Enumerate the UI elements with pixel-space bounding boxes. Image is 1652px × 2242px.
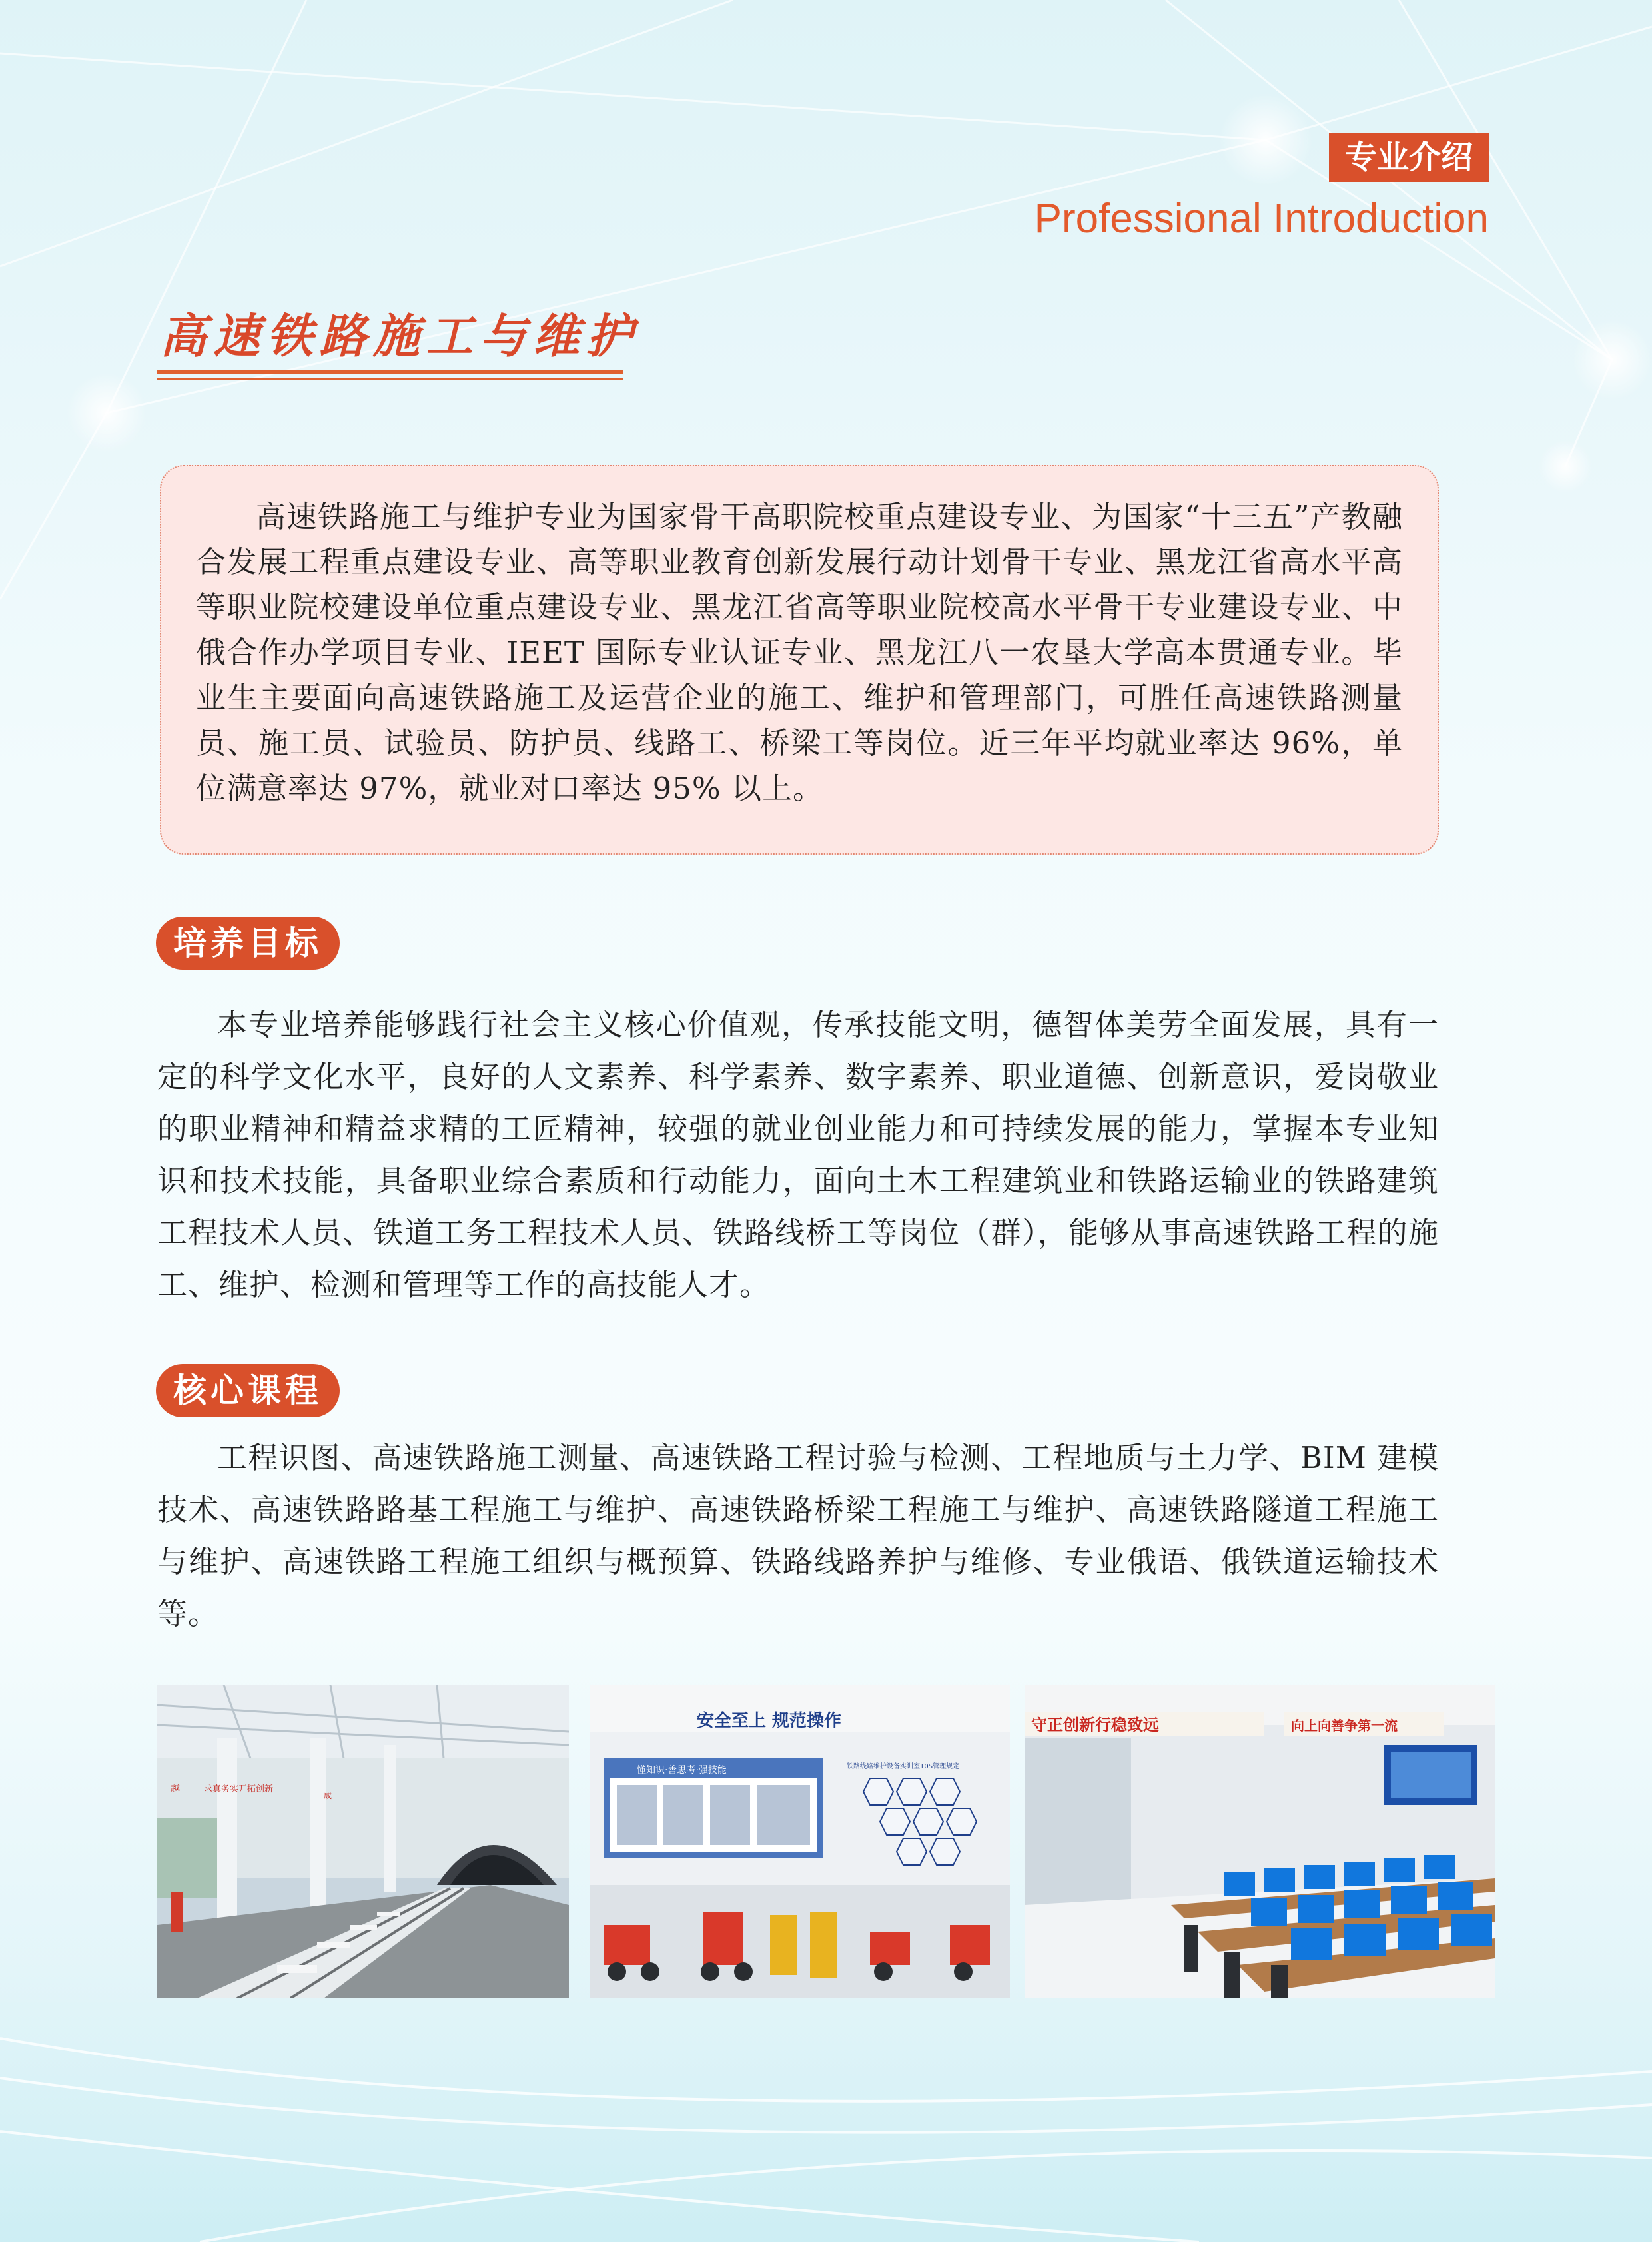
goal-paragraph: 本专业培养能够践行社会主义核心价值观，传承技能文明，德智体美劳全面发展，具有一定的科学文化水平，良好的人文素养、科学素养、数字素养、职业道德、创新意识，爱岗敬业的职业精神和精益求精的工匠精神，较强的就业创业能力和可持续发展的能力，掌握本专业知识和技术技能，具备职业综合素质和行动能力，面向土木工程建筑业和铁路运输业的铁路建筑工程技术人员、铁道工务工程技术人员、铁路线桥工等岗位（群），能够从事高速铁路工程的施工、维护、检测和管理等工作的高技能人才。	[157, 1007, 1439, 1302]
photo3-banner-left: 守正创新行稳致远	[1031, 1715, 1159, 1734]
photo-equipment-room	[590, 1685, 1010, 1998]
section-tag-english: Professional Introduction	[1034, 196, 1489, 242]
photo2-panel-title: 懂知识·善思考·强技能	[637, 1765, 727, 1776]
page-title: 高速铁路施工与维护	[160, 308, 639, 364]
photo-tunnel-training-hall	[157, 1685, 569, 1998]
courses-heading: 核心课程	[156, 1364, 340, 1417]
intro-paragraph: 高速铁路施工与维护专业为国家骨干高职院校重点建设专业、为国家“十三五”产教融合发展工程重点建设专业、高等职业教育创新发展行动计划骨干专业、黑龙江省高水平高等职业院校建设单位重点建设专业、黑龙江省高等职业院校高水平骨干专业建设专业、中俄合作办学项目专业、IEET 国际专业认证专业、黑龙江八一农垦大学高本贯通专业。毕业生主要面向高速铁路施工及运营企业的施工、维护和管理部门，可胜任高速铁路测量员、施工员、试验员、防护员、线路工、桥梁工等岗位。近三年平均就业率达 96%，单位满意率达 97%，就业对口率达 95% 以上。	[196, 499, 1403, 806]
section-tag: 专业介绍	[1329, 133, 1489, 182]
goal-heading: 培养目标	[156, 917, 340, 970]
title-underline	[157, 370, 623, 374]
title-underline-thin	[157, 378, 623, 380]
courses-paragraph: 工程识图、高速铁路施工测量、高速铁路工程讨验与检测、工程地质与土力学、BIM 建模技术、高速铁路路基工程施工与维护、高速铁路桥梁工程施工与维护、高速铁路隧道工程施工与维护、高速铁路工程施工组织与概预算、铁路线路养护与维修、专业俄语、俄铁道运输技术等。	[157, 1440, 1439, 1631]
photo3-banner-right: 向上向善争第一流	[1291, 1718, 1398, 1734]
photo1-sign-right: 成	[324, 1791, 332, 1800]
photo1-sign-left: 越	[171, 1784, 180, 1794]
photo1-sign: 求真务实开拓创新	[204, 1784, 274, 1794]
photo-computer-lab	[1025, 1685, 1495, 1998]
photo2-slogan: 安全至上 规范操作	[697, 1711, 842, 1731]
intro-box	[160, 465, 1439, 855]
photo2-panel-right: 铁路线路维护设备实训室10S管理规定	[847, 1763, 960, 1770]
